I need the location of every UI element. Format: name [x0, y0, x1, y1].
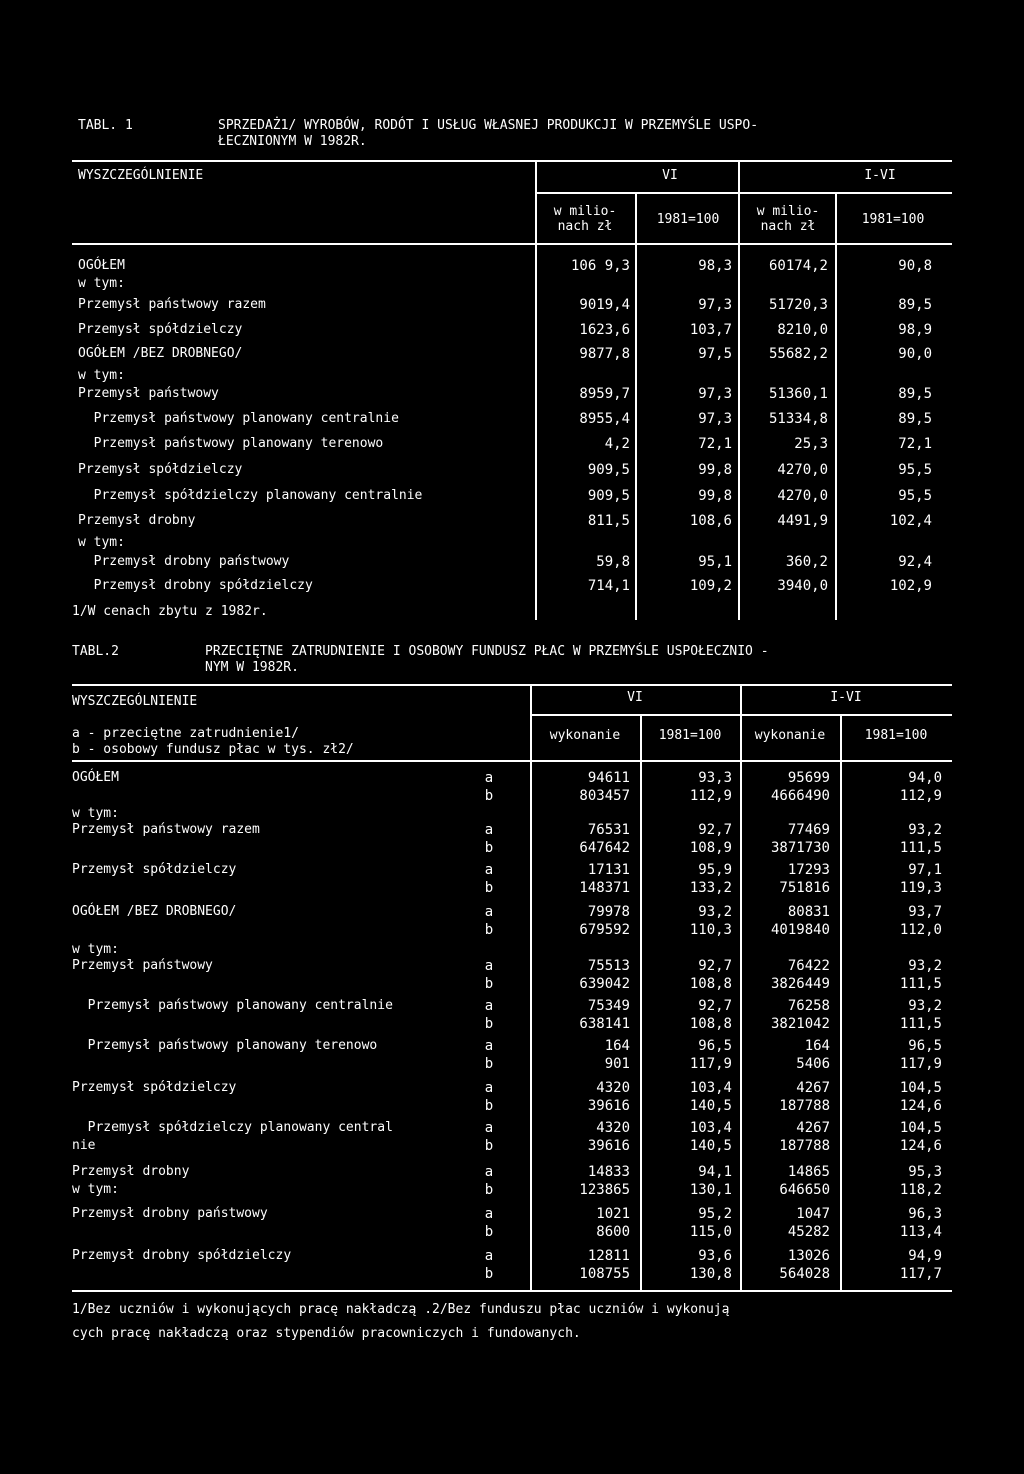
tab2-row-ab-marker: a [484, 958, 494, 974]
tab2-cell-c2: 92,7 [698, 958, 732, 974]
tab1-cell-c1: 909,5 [587, 488, 630, 504]
tab1-cell-c1: 811,5 [587, 513, 630, 529]
tab1-row-label: w tym: [78, 276, 125, 291]
tab1-row-label: w tym: [78, 535, 125, 550]
tab1-cell-c3: 4491,9 [777, 513, 828, 529]
tab2-cell-c3: 3821042 [770, 1016, 830, 1032]
tab2-cell-c2: 94,1 [698, 1164, 732, 1180]
tab2-row-label: Przemysł spółdzielczy [72, 862, 237, 877]
tab2-sub-wyk-1: wykonanie [549, 728, 621, 743]
tab2-row-ab-marker: b [484, 1224, 494, 1240]
tab2-cell-c2: 93,6 [698, 1248, 732, 1264]
tab2-cell-c4: 93,2 [908, 822, 942, 838]
tab2-row-ab-marker: a [484, 1080, 494, 1096]
tab2-cell-c1: 39616 [587, 1098, 630, 1114]
tab2-cell-c3: 45282 [787, 1224, 830, 1240]
tab2-cell-c4: 117,7 [899, 1266, 942, 1282]
tab2-cell-c4: 94,9 [908, 1248, 942, 1264]
tab2-row-label: Przemysł spółdzielczy planowany central [72, 1120, 393, 1135]
tab2-row-ab-marker: b [484, 1016, 494, 1032]
tab2-cell-c3: 751816 [779, 880, 830, 896]
tab2-bottom-rule [72, 1290, 952, 1292]
tab1-group-ivi: I-VI [864, 168, 896, 183]
tab2-legend-b: b - osobowy fundusz płac w tys. zł2/ [72, 742, 354, 757]
tab2-cell-c3: 4019840 [770, 922, 830, 938]
tab2-cell-c3: 77469 [787, 822, 830, 838]
tab2-cell-c2: 92,7 [698, 822, 732, 838]
tab2-cell-c2: 133,2 [689, 880, 732, 896]
tab2-cell-c4: 111,5 [899, 840, 942, 856]
tab2-row-ab-marker: b [484, 1056, 494, 1072]
tab2-cell-c3: 187788 [779, 1098, 830, 1114]
tab2-cell-c3: 76258 [787, 998, 830, 1014]
tab1-row-label: Przemysł państwowy razem [78, 297, 266, 312]
tab2-cell-c1: 679592 [579, 922, 630, 938]
tab1-cell-c4: 89,5 [898, 386, 932, 402]
tab1-label: TABL. 1 [78, 118, 133, 133]
tab2-group-vi: VI [627, 690, 643, 705]
tab2-cell-c4: 104,5 [899, 1120, 942, 1136]
tab2-cell-c1: 75513 [587, 958, 630, 974]
tab2-row-ab-marker: b [484, 1182, 494, 1198]
tab2-row-ab-marker: a [484, 1164, 494, 1180]
tab2-cell-c3: 3826449 [770, 976, 830, 992]
tab2-cell-c4: 95,3 [908, 1164, 942, 1180]
tab2-row-label: Przemysł państwowy planowany centralnie [72, 998, 393, 1013]
tab1-cell-c3: 360,2 [785, 554, 828, 570]
tab1-cell-c4: 95,5 [898, 488, 932, 504]
tab1-cell-c3: 55682,2 [768, 346, 828, 362]
tab2-cell-c2: 93,2 [698, 904, 732, 920]
tab2-cell-c2: 95,2 [698, 1206, 732, 1222]
tab2-row-ab-marker: b [484, 880, 494, 896]
tab2-cell-c4: 112,9 [899, 788, 942, 804]
tab2-cell-c1: 79978 [587, 904, 630, 920]
tab2-cell-c1: 148371 [579, 880, 630, 896]
tab1-cell-c1: 59,8 [596, 554, 630, 570]
tab2-cell-c2: 108,9 [689, 840, 732, 856]
tab2-cell-c3: 4267 [796, 1080, 830, 1096]
tab2-sub-idx-1: 1981=100 [658, 728, 722, 743]
tab2-cell-c2: 95,9 [698, 862, 732, 878]
tab2-cell-c1: 803457 [579, 788, 630, 804]
tab1-row-label: Przemysł drobny państwowy [78, 554, 290, 569]
tab2-cell-c2: 130,8 [689, 1266, 732, 1282]
tab1-cell-c2: 97,5 [698, 346, 732, 362]
tab2-cell-c4: 96,5 [908, 1038, 942, 1054]
tab2-footnote-line1: 1/Bez uczniów i wykonujących pracę nakładczą .2/Bez funduszu płac uczniów i wykonują [72, 1302, 730, 1317]
tab2-row-label: w tym: [72, 942, 119, 957]
tab1-cell-c4: 102,4 [889, 513, 932, 529]
tab2-cell-c1: 12811 [587, 1248, 630, 1264]
tab1-cell-c1: 4,2 [604, 436, 630, 452]
tab1-cell-c3: 60174,2 [768, 258, 828, 274]
tab1-cell-c2: 99,8 [698, 462, 732, 478]
tab2-row-ab-marker: b [484, 788, 494, 804]
tab2-legend-a: a - przeciętne zatrudnienie1/ [72, 726, 299, 741]
tab1-cell-c4: 102,9 [889, 578, 932, 594]
tab2-cell-c2: 140,5 [689, 1138, 732, 1154]
tab1-cell-c4: 89,5 [898, 411, 932, 427]
tab2-group-ivi: I-VI [830, 690, 862, 705]
tab1-cell-c3: 51720,3 [768, 297, 828, 313]
tab1-cell-c2: 97,3 [698, 386, 732, 402]
tab1-sub-mln-2: w milio- nach zł [756, 204, 820, 234]
tab2-row-ab-marker: a [484, 1120, 494, 1136]
tab1-cell-c1: 8959,7 [579, 386, 630, 402]
tab1-cell-c1: 9019,4 [579, 297, 630, 313]
tab1-row-label: Przemysł drobny spółdzielczy [78, 578, 313, 593]
tab1-row-label: Przemysł drobny [78, 513, 196, 528]
tab1-cell-c4: 92,4 [898, 554, 932, 570]
tab2-cell-c4: 93,2 [908, 958, 942, 974]
tab2-cell-c1: 108755 [579, 1266, 630, 1282]
tab2-cell-c2: 103,4 [689, 1080, 732, 1096]
tab2-cell-c3: 95699 [787, 770, 830, 786]
tab1-cell-c1: 909,5 [587, 462, 630, 478]
tab2-row-label: OGÓŁEM [72, 770, 119, 785]
tab2-cell-c4: 104,5 [899, 1080, 942, 1096]
tab2-col-header: WYSZCZEGÓLNIENIE [72, 694, 198, 709]
tab1-row-label: Przemysł państwowy [78, 386, 219, 401]
tab2-row-ab-marker: a [484, 1206, 494, 1222]
tab2-row-label: Przemysł państwowy planowany terenowo [72, 1038, 378, 1053]
tab2-cell-c3: 76422 [787, 958, 830, 974]
tab2-top-rule [72, 684, 952, 686]
tab1-cell-c4: 90,0 [898, 346, 932, 362]
tab2-cell-c3: 5406 [796, 1056, 830, 1072]
tab1-cell-c3: 51334,8 [768, 411, 828, 427]
tab2-cell-c2: 110,3 [689, 922, 732, 938]
tab1-cell-c4: 95,5 [898, 462, 932, 478]
tab2-row-label: OGÓŁEM /BEZ DROBNEGO/ [72, 904, 237, 919]
tab2-row-ab-marker: b [484, 922, 494, 938]
tab2-cell-c4: 112,0 [899, 922, 942, 938]
tab1-cell-c3: 4270,0 [777, 462, 828, 478]
tab1-sub-idx-2: 1981=100 [861, 212, 925, 227]
tab2-cell-c3: 80831 [787, 904, 830, 920]
tab2-footnote-line2: cych pracę nakładczą oraz stypendiów pracowniczych i fundowanych. [72, 1326, 581, 1341]
tab1-cell-c2: 97,3 [698, 297, 732, 313]
tab1-cell-c3: 8210,0 [777, 322, 828, 338]
tab1-cell-c2: 98,3 [698, 258, 732, 274]
tab1-row-label: Przemysł spółdzielczy [78, 322, 243, 337]
tab2-cell-c1: 14833 [587, 1164, 630, 1180]
tab2-cell-c3: 1047 [796, 1206, 830, 1222]
tab1-cell-c3: 3940,0 [777, 578, 828, 594]
tab2-cell-c3: 3871730 [770, 840, 830, 856]
tab2-cell-c3: 187788 [779, 1138, 830, 1154]
tab1-cell-c3: 4270,0 [777, 488, 828, 504]
tab2-cell-c3: 646650 [779, 1182, 830, 1198]
tab1-cell-c1: 106 9,3 [570, 258, 630, 274]
tab2-cell-c3: 4666490 [770, 788, 830, 804]
tab1-cell-c2: 95,1 [698, 554, 732, 570]
tab2-cell-c1: 17131 [587, 862, 630, 878]
tab1-row-label: Przemysł spółdzielczy planowany centralnie [78, 488, 423, 503]
tab2-cell-c2: 130,1 [689, 1182, 732, 1198]
tab1-cell-c2: 99,8 [698, 488, 732, 504]
tab2-row-label: w tym: [72, 806, 119, 821]
tab2-row-label: Przemysł drobny spółdzielczy [72, 1248, 292, 1263]
tab1-row-label: w tym: [78, 368, 125, 383]
tab1-group-vi: VI [662, 168, 678, 183]
tab1-cell-c2: 72,1 [698, 436, 732, 452]
tab1-col-header: WYSZCZEGÓLNIENIE [78, 168, 204, 183]
tab2-cell-c2: 93,3 [698, 770, 732, 786]
tab2-cell-c3: 564028 [779, 1266, 830, 1282]
tab2-cell-c3: 13026 [787, 1248, 830, 1264]
tab2-cell-c3: 14865 [787, 1164, 830, 1180]
tab1-cell-c1: 9877,8 [579, 346, 630, 362]
tab2-cell-c4: 96,3 [908, 1206, 942, 1222]
tab1-title-line2: ŁECZNIONYM W 1982R. [218, 134, 367, 149]
tab2-cell-c4: 97,1 [908, 862, 942, 878]
tab1-cell-c2: 103,7 [689, 322, 732, 338]
tab2-cell-c1: 94611 [587, 770, 630, 786]
tab2-row-ab-marker: a [484, 770, 494, 786]
tab2-sub-wyk-2: wykonanie [754, 728, 826, 743]
tab2-cell-c4: 93,7 [908, 904, 942, 920]
tab2-cell-c2: 108,8 [689, 1016, 732, 1032]
tab2-cell-c2: 96,5 [698, 1038, 732, 1054]
tab2-row-label: Przemysł spółdzielczy [72, 1080, 237, 1095]
tab1-row-label: Przemysł spółdzielczy [78, 462, 243, 477]
tab2-row-ab-marker: a [484, 998, 494, 1014]
tab2-cell-c2: 103,4 [689, 1120, 732, 1136]
tab2-cell-c1: 76531 [587, 822, 630, 838]
tab2-cell-c4: 111,5 [899, 1016, 942, 1032]
tab2-sub-idx-2: 1981=100 [864, 728, 928, 743]
tab1-cell-c2: 109,2 [689, 578, 732, 594]
tab2-cell-c3: 4267 [796, 1120, 830, 1136]
tab2-cell-c1: 39616 [587, 1138, 630, 1154]
tab2-row-ab-marker: a [484, 904, 494, 920]
tab2-cell-c2: 117,9 [689, 1056, 732, 1072]
tab2-cell-c1: 638141 [579, 1016, 630, 1032]
tab1-footnote: 1/W cenach zbytu z 1982r. [72, 604, 268, 619]
tab2-cell-c1: 647642 [579, 840, 630, 856]
tab1-cell-c4: 89,5 [898, 297, 932, 313]
tab1-row-label: Przemysł państwowy planowany terenowo [78, 436, 384, 451]
tab2-row-label: Przemysł państwowy razem [72, 822, 260, 837]
tab2-row-ab-marker: b [484, 976, 494, 992]
tab1-cell-c4: 72,1 [898, 436, 932, 452]
tab2-cell-c4: 111,5 [899, 976, 942, 992]
tab2-cell-c1: 164 [604, 1038, 630, 1054]
tab2-cell-c4: 124,6 [899, 1098, 942, 1114]
tab2-row-ab-marker: b [484, 1138, 494, 1154]
tab2-row-ab-marker: a [484, 1038, 494, 1054]
tab1-cell-c1: 1623,6 [579, 322, 630, 338]
tab1-row-label: Przemysł państwowy planowany centralnie [78, 411, 399, 426]
tab2-row-ab-marker: a [484, 1248, 494, 1264]
tab2-cell-c2: 112,9 [689, 788, 732, 804]
tab2-cell-c2: 108,8 [689, 976, 732, 992]
tab2-cell-c3: 17293 [787, 862, 830, 878]
tab2-title-line1: PRZECIĘTNE ZATRUDNIENIE I OSOBOWY FUNDUSZ PŁAC W PRZEMYŚLE USPOŁECZNIO - [205, 644, 769, 659]
tab2-cell-c4: 94,0 [908, 770, 942, 786]
tab2-row-label: Przemysł drobny [72, 1164, 190, 1179]
tab2-cell-c4: 124,6 [899, 1138, 942, 1154]
tab2-cell-c1: 1021 [596, 1206, 630, 1222]
tab1-cell-c3: 25,3 [794, 436, 828, 452]
tab2-row-ab-marker: a [484, 822, 494, 838]
tab1-cell-c4: 90,8 [898, 258, 932, 274]
tab2-cell-c1: 901 [604, 1056, 630, 1072]
tab2-cell-c4: 118,2 [899, 1182, 942, 1198]
tab2-cell-c1: 75349 [587, 998, 630, 1014]
tab2-row-label: Przemysł państwowy [72, 958, 213, 973]
tab2-cell-c4: 113,4 [899, 1224, 942, 1240]
tab1-top-rule [72, 160, 952, 162]
tab2-row-ab-marker: b [484, 840, 494, 856]
tab1-row-label: OGÓŁEM /BEZ DROBNEGO/ [78, 346, 243, 361]
tab1-row-label: OGÓŁEM [78, 258, 125, 273]
tab2-label: TABL.2 [72, 644, 119, 659]
tab2-row-ab-marker: b [484, 1098, 494, 1114]
tab1-group-rule [535, 192, 952, 194]
tab2-cell-c1: 123865 [579, 1182, 630, 1198]
tab2-title-line2: NYM W 1982R. [205, 660, 299, 675]
tab1-cell-c1: 714,1 [587, 578, 630, 594]
tab1-cell-c4: 98,9 [898, 322, 932, 338]
tab2-row-ab-marker: a [484, 862, 494, 878]
tab1-cell-c2: 108,6 [689, 513, 732, 529]
tab2-row-label: w tym: [72, 1182, 119, 1197]
tab2-header-rule [72, 760, 952, 762]
tab2-cell-c3: 164 [804, 1038, 830, 1054]
tab2-cell-c2: 92,7 [698, 998, 732, 1014]
tab2-cell-c4: 119,3 [899, 880, 942, 896]
tab1-title-line1: SPRZEDAŻ1/ WYROBÓW, RODÓT I USŁUG WŁASNEJ PRODUKCJI W PRZEMYŚLE USPO- [218, 118, 759, 133]
tab2-row-ab-marker: b [484, 1266, 494, 1282]
tab2-cell-c1: 8600 [596, 1224, 630, 1240]
tab2-row-label: nie [72, 1138, 96, 1153]
tab2-cell-c1: 4320 [596, 1080, 630, 1096]
tab2-cell-c4: 117,9 [899, 1056, 942, 1072]
tab2-row-label: Przemysł drobny państwowy [72, 1206, 268, 1221]
tab2-cell-c1: 639042 [579, 976, 630, 992]
tab1-cell-c3: 51360,1 [768, 386, 828, 402]
tab2-cell-c1: 4320 [596, 1120, 630, 1136]
tab1-cell-c2: 97,3 [698, 411, 732, 427]
tab2-cell-c2: 140,5 [689, 1098, 732, 1114]
tab1-sub-mln-1: w milio- nach zł [553, 204, 617, 234]
tab2-cell-c2: 115,0 [689, 1224, 732, 1240]
tab1-cell-c1: 8955,4 [579, 411, 630, 427]
tab1-header-rule [72, 243, 952, 245]
tab1-sub-idx-1: 1981=100 [656, 212, 720, 227]
tab2-cell-c4: 93,2 [908, 998, 942, 1014]
